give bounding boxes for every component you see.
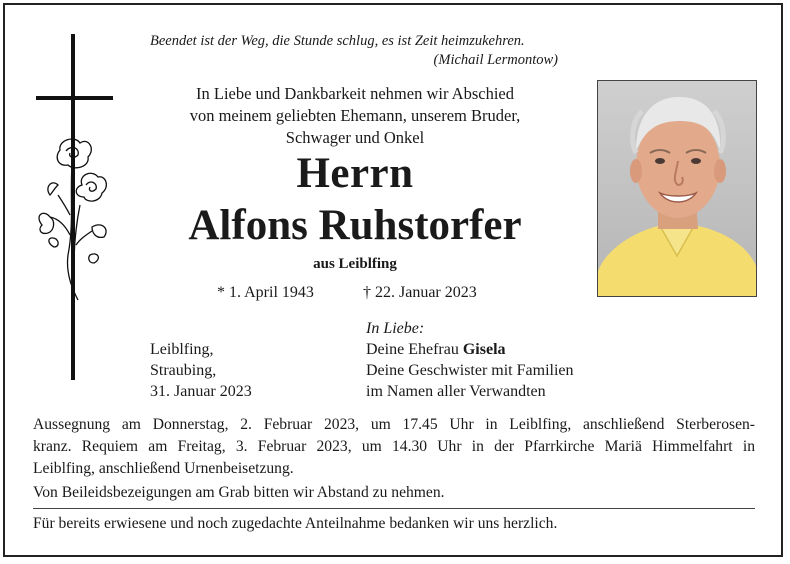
place-line: Leiblfing,	[150, 341, 214, 358]
mourner-line: Deine Geschwister mit Familien	[366, 362, 574, 379]
deceased-name: Alfons Ruhstorfer	[188, 202, 522, 249]
service-text-line: kranz. Requiem am Freitag, 3. Februar 2023, um 14.30 Uhr in der Pfarrkirche Mariä Himmelfahrt in	[33, 438, 755, 455]
intro-line: Schwager und Onkel	[285, 128, 425, 147]
roses-icon	[30, 135, 115, 305]
mourners	[366, 318, 574, 402]
thanks-note: Für bereits erwiesene und noch zugedachte Anteilnahme bedanken wir uns herzlich.	[33, 515, 558, 532]
service-details	[33, 414, 755, 480]
service-text-line: Leiblfing, anschließend Urnenbeisetzung.	[33, 460, 294, 477]
portrait-photo	[597, 80, 757, 297]
memorial-quote	[150, 32, 558, 70]
quote-text: Beendet ist der Weg, die Stunde schlug, es ist Zeit heimzukehren.	[150, 33, 525, 49]
quote-author: (Michail Lermontow)	[433, 52, 558, 68]
birth-date: * 1. April 1943	[217, 284, 314, 301]
place-line: Straubing,	[150, 362, 217, 379]
place-line: 31. Januar 2023	[150, 383, 252, 400]
death-date: † 22. Januar 2023	[363, 284, 477, 301]
salutation: Herrn	[296, 150, 414, 197]
divider	[33, 508, 755, 509]
origin: aus Leiblfing	[313, 256, 397, 272]
cross-horizontal	[36, 96, 113, 100]
mourner-spouse-name: Gisela	[462, 341, 506, 358]
mourner-spouse-label: Deine Ehefrau	[366, 341, 459, 358]
mourners-heading: In Liebe:	[366, 320, 425, 337]
intro-line: In Liebe und Dankbarkeit nehmen wir Abschied	[196, 84, 514, 103]
service-text-line: Aussegnung am Donnerstag, 2. Februar 2023, um 17.45 Uhr in Leiblfing, anschließend Sterberosen-	[33, 416, 755, 433]
intro-text	[150, 83, 560, 149]
condolence-note: Von Beileidsbezeigungen am Grab bitten wir Abstand zu nehmen.	[33, 484, 445, 501]
intro-line: von meinem geliebten Ehemann, unserem Bruder,	[189, 106, 521, 125]
mourner-line	[366, 339, 574, 360]
mourner-line: im Namen aller Verwandten	[366, 383, 546, 400]
place-and-date	[150, 339, 252, 402]
